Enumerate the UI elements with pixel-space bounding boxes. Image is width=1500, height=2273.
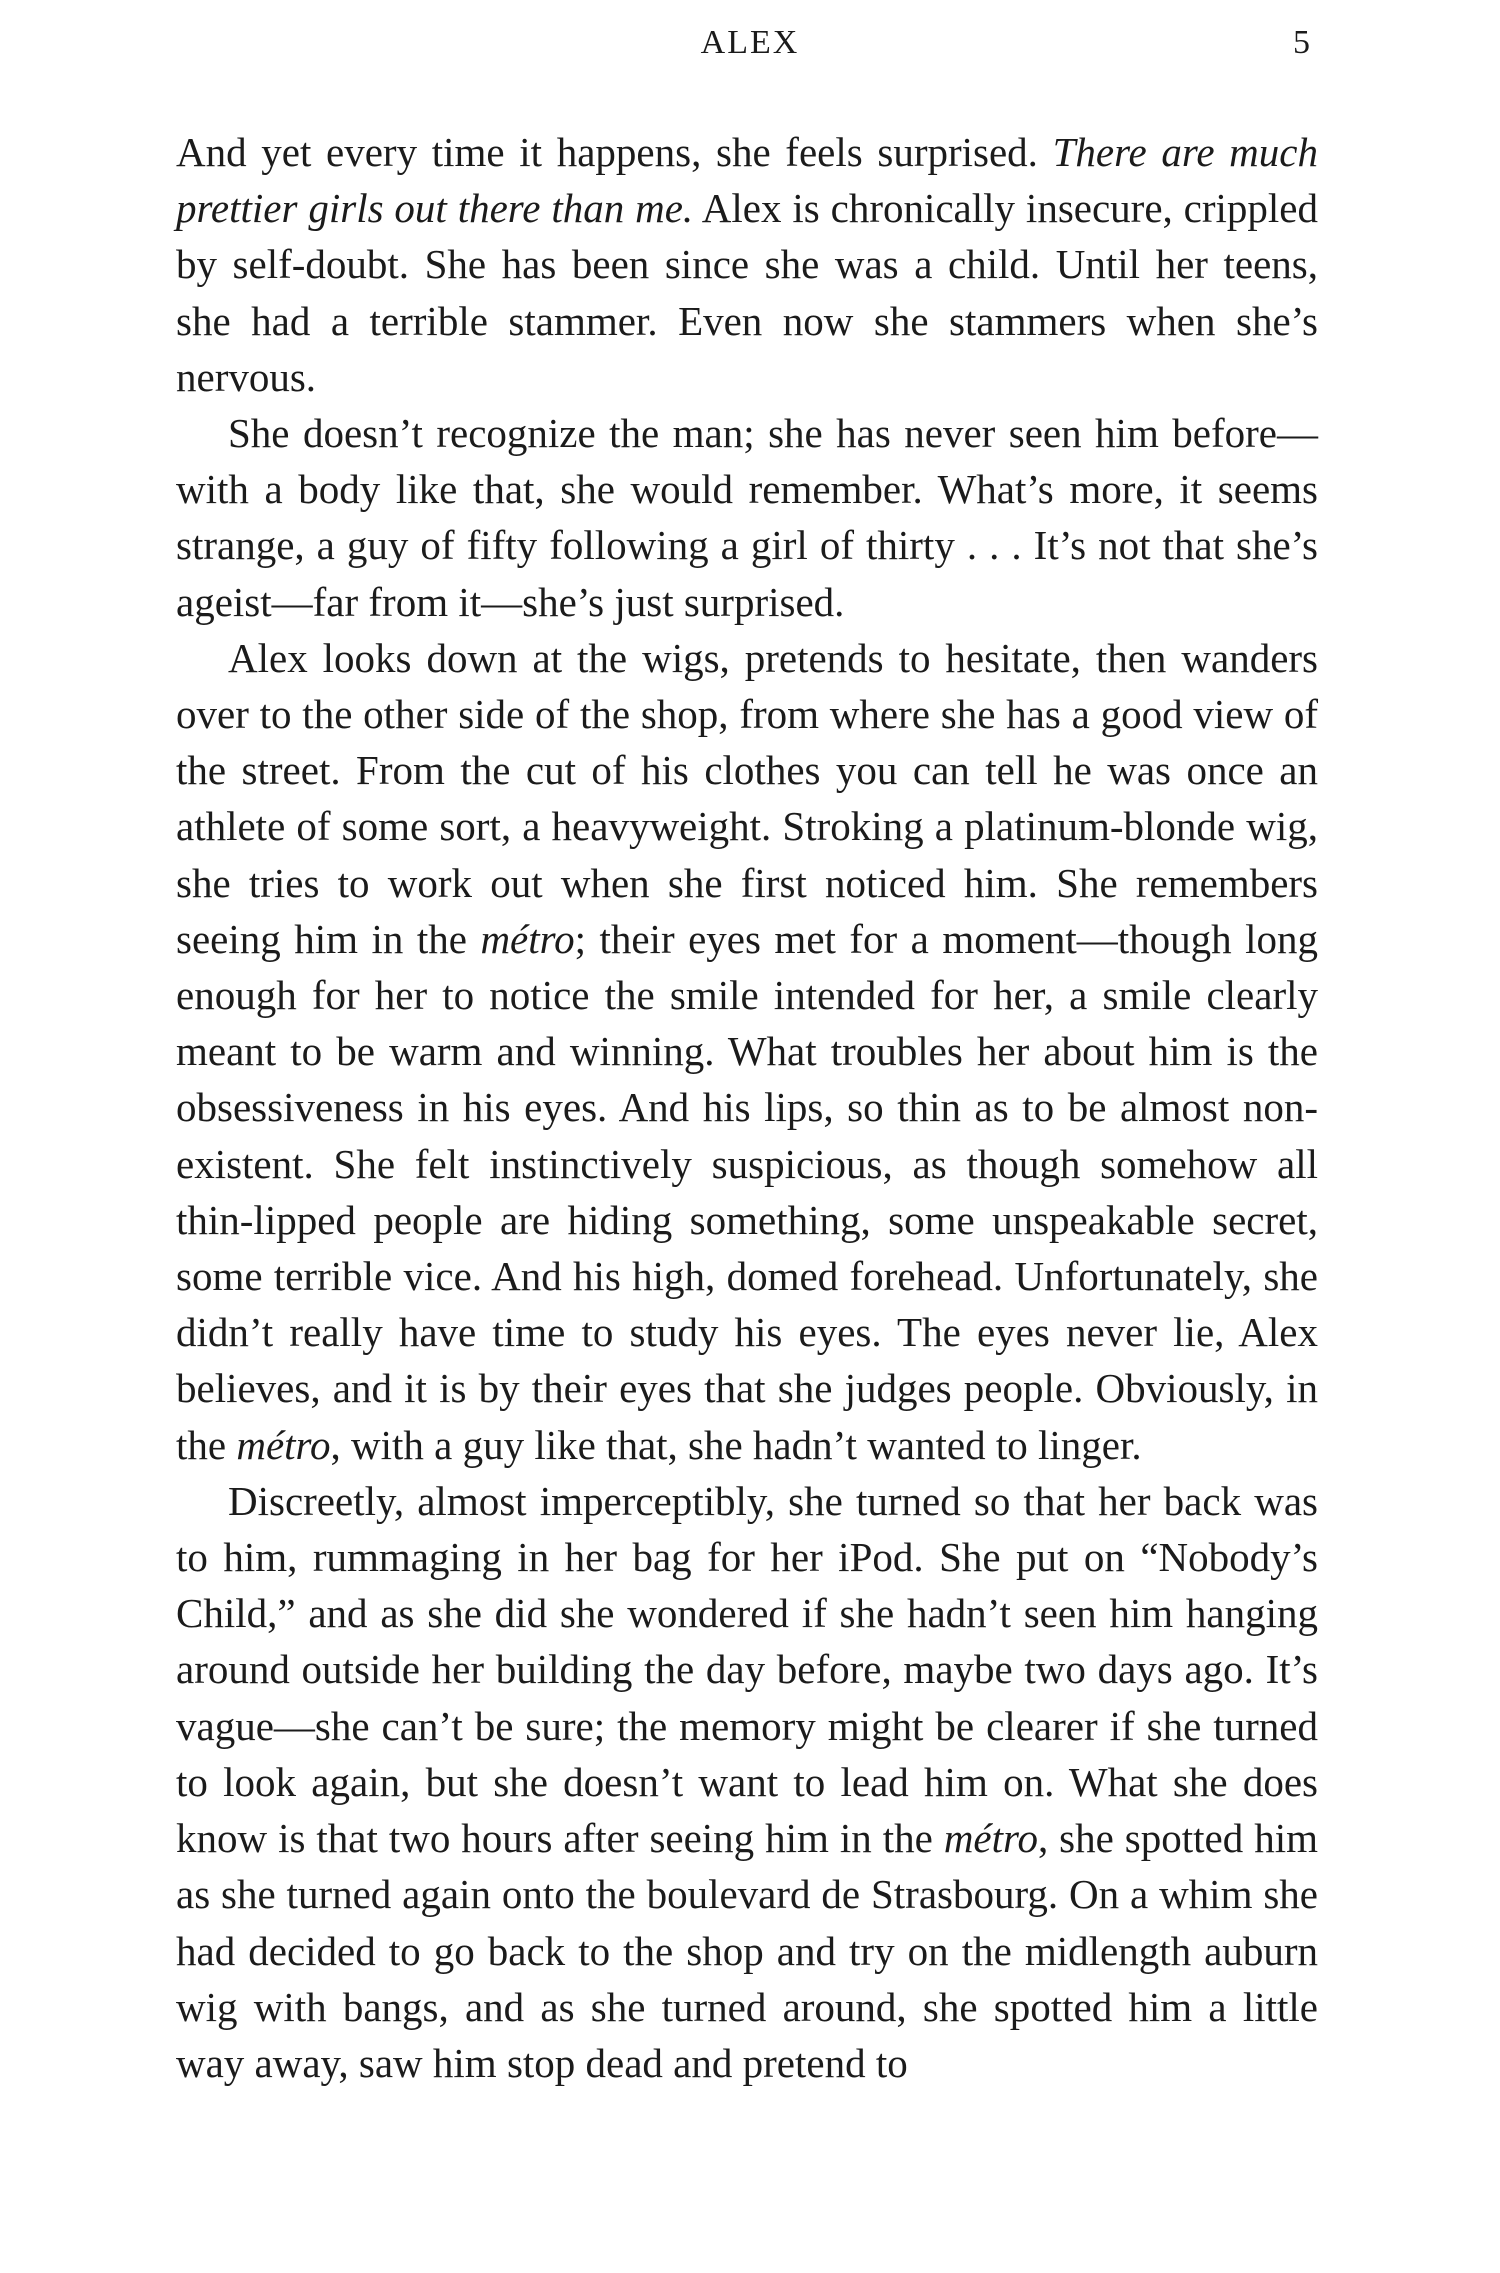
paragraph-4-text-2: , she spotted him as she turned again onto the boulevard de Strasbourg. On a whim she had decided to go back to the shop and try on the midlength auburn wig with bangs, and as she turned around, she spotted him a little way away, saw him stop dead and pretend to (176, 1815, 1318, 2086)
paragraph-2-text: She doesn’t recognize the man; she has never seen him before—with a body like that, she would remember. What’s more, it seems strange, a guy of fifty following a girl of thirty . . . It’s not that she’s ageist—far from it—she’s just surprised. (176, 410, 1318, 625)
paragraph-1-text-2: Alex is chronically insecure, crippled by self-doubt. She has been since she was a child. Until her teens, she had a terrible stammer. Even now she stammers when she’s nervous. (176, 185, 1318, 400)
paragraph-4-text-1: Discreetly, almost imperceptibly, she turned so that her back was to him, rummaging in her bag for her iPod. She put on “Nobody’s Child,” and as she did she wondered if she hadn’t seen him hanging around outside her building the day before, maybe two days ago. It’s vague—she can’t be sure; the memory might be clearer if she turned to look again, but she doesn’t want to lead him on. What she does know is that two hours after seeing him in the (176, 1477, 1318, 1862)
paragraph-3-text-2: ; their eyes met for a moment—though long enough for her to notice the smile intended for her, a smile clearly meant to be warm and winning. What troubles her about him is the obsessiveness in his eyes. And his lips, so thin as to be almost non-existent. She felt instinctively suspicious, as though somehow all thin-lipped people are hiding something, some unspeakable secret, some terrible vice. And his high, domed forehead. Unfortunately, she didn’t really have time to study his eyes. The eyes never lie, Alex believes, and it is by their eyes that she judges people. Obviously, in the (176, 915, 1318, 1468)
paragraph-3 (176, 630, 1318, 1473)
page-number: 5 (1293, 24, 1310, 61)
paragraph-1 (176, 124, 1318, 405)
paragraph-4 (176, 1473, 1318, 2091)
body-text (176, 124, 1318, 2091)
paragraph-4-italic-metro: métro (943, 1815, 1038, 1862)
chapter-title: ALEX (700, 24, 800, 61)
paragraph-2 (176, 405, 1318, 630)
paragraph-1-text-1: And yet every time it happens, she feels surprised. (176, 129, 1053, 175)
paragraph-3-text-1: Alex looks down at the wigs, pretends to hesitate, then wanders over to the other side of the shop, from where she has a good view of the street. From the cut of his clothes you can tell he was once an athlete of some sort, a heavyweight. Stroking a platinum-blonde wig, she tries to work out when she first noticed him. She remembers seeing him in the (176, 634, 1318, 962)
paragraph-1-italic-thought: There are much prettier girls out there than me. (176, 129, 1318, 232)
paragraph-3-italic-metro-1: métro (480, 915, 575, 962)
running-head (0, 18, 1500, 68)
paragraph-3-italic-metro-2: métro (236, 1421, 331, 1468)
paragraph-3-text-3: , with a guy like that, she hadn’t wanted to linger. (330, 1421, 1142, 1468)
